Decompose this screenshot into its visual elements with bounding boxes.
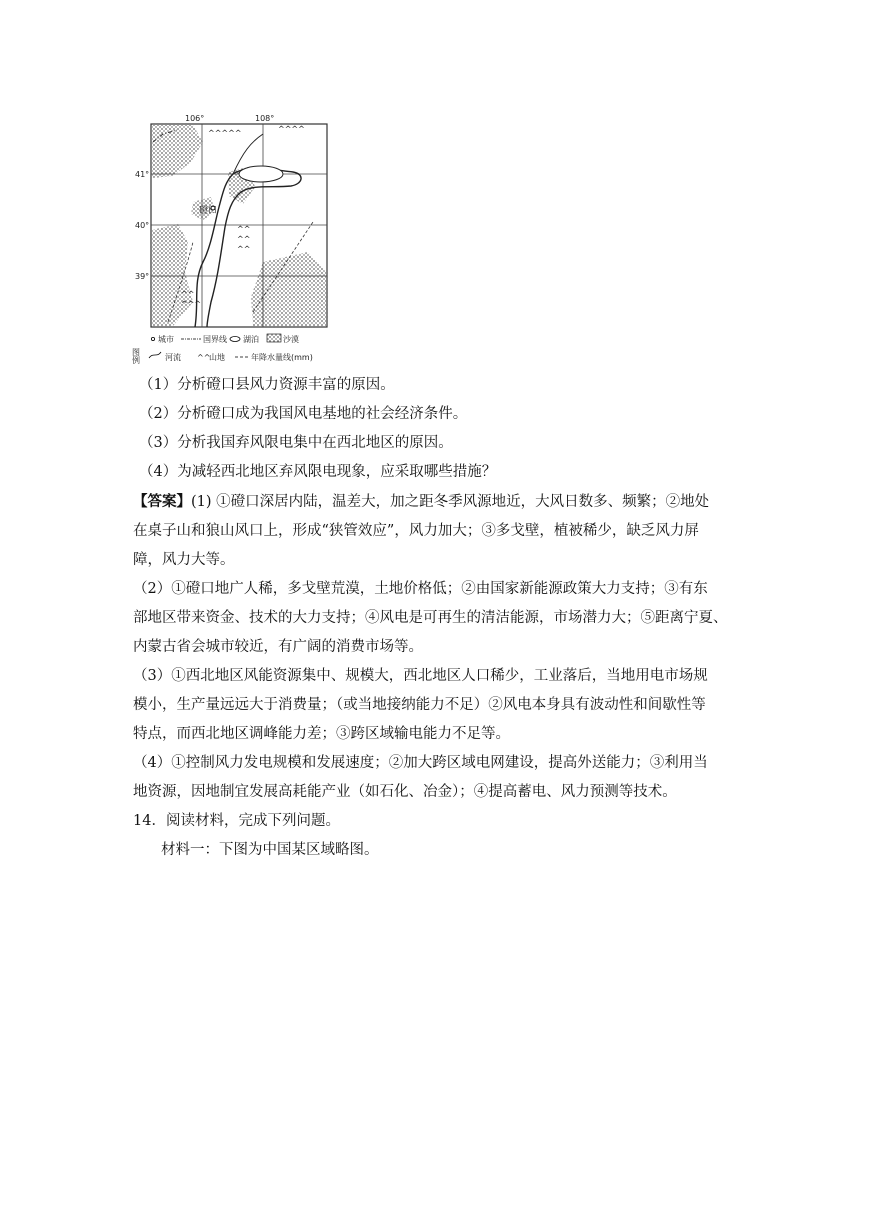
legend-item: 山地 xyxy=(209,353,225,362)
legend-item: 河流 xyxy=(165,353,181,362)
answer-2-line: 部地区带来资金、技术的大力支持；④风电是可再生的清洁能源，市场潜力大；⑤距离宁夏、 xyxy=(133,610,728,626)
region-map xyxy=(133,112,373,366)
svg-text:^^^^^: ^^^^^ xyxy=(208,129,242,138)
legend-item: 沙漠 xyxy=(283,335,299,344)
legend-item: 年降水量线(mm) xyxy=(251,353,313,362)
svg-text:^^: ^^ xyxy=(237,235,251,244)
legend-item: 国界线 xyxy=(203,335,227,344)
city-label: 磴口 xyxy=(199,206,218,216)
answer-block xyxy=(133,487,753,865)
answer-2-line: 内蒙古省会城市较近，有广阔的消费市场等。 xyxy=(133,639,423,655)
region-map-figure xyxy=(133,112,373,366)
lat-label: 40° xyxy=(135,221,150,230)
legend-item: 湖泊 xyxy=(243,335,259,344)
lon-label: 106° xyxy=(185,114,205,123)
answer-4-line: 地资源，因地制宜发展高耗能产业（如石化、冶金）；④提高蓄电、风力预测等技术。 xyxy=(133,784,677,800)
question-3: （3）分析我国弃风限电集中在西北地区的原因。 xyxy=(139,435,453,451)
map-legend xyxy=(132,334,313,364)
question-2: （2）分析磴口成为我国风电基地的社会经济条件。 xyxy=(139,406,468,422)
legend-title: 图例 xyxy=(131,348,141,364)
svg-text:^^: ^^ xyxy=(237,245,251,254)
svg-text:^^: ^^ xyxy=(181,290,195,299)
question-1: （1）分析磴口县风力资源丰富的原因。 xyxy=(139,377,395,393)
lon-label: 108° xyxy=(255,114,275,123)
answer-4-line: （4）①控制风力发电规模和发展速度；②加大跨区域电网建设，提高外送能力；③利用当 xyxy=(133,755,708,771)
svg-text:^^^: ^^^ xyxy=(181,300,202,309)
question-14-title: 14．阅读材料，完成下列问题。 xyxy=(133,813,340,829)
legend-river-icon xyxy=(149,352,161,358)
lat-label: 41° xyxy=(135,170,150,179)
legend-city-icon xyxy=(151,337,154,340)
legend-item: 城市 xyxy=(158,335,174,344)
material-1-caption: 材料一：下图为中国某区域略图。 xyxy=(161,842,379,858)
answer-3-line: （3）①西北地区风能资源集中、规模大，西北地区人口稀少，工业落后，当地用电市场规 xyxy=(133,668,708,684)
lat-label: 39° xyxy=(135,272,150,281)
questions-block xyxy=(133,371,753,487)
legend-desert-icon xyxy=(267,334,281,342)
svg-text:^^: ^^ xyxy=(237,225,251,234)
answer-1-line: 障，风力大等。 xyxy=(133,552,235,568)
svg-text:^^^^: ^^^^ xyxy=(278,125,305,134)
answer-label: 【答案】 xyxy=(133,493,191,510)
answer-1-line: 在桌子山和狼山风口上，形成“狭管效应”，风力加大；③多戈壁，植被稀少，缺乏风力屏 xyxy=(133,523,699,539)
answer-3-line: 模小，生产量远远大于消费量；（或当地接纳能力不足）②风电本身具有波动性和间歇性等 xyxy=(133,697,706,713)
legend-lake-icon xyxy=(230,337,240,342)
question-4: （4）为减轻西北地区弃风限电现象，应采取哪些措施？ xyxy=(139,464,497,480)
lake xyxy=(239,166,283,182)
legend-mountain-icon: ^^ xyxy=(197,353,211,362)
answer-2-line: （2）①磴口地广人稀，多戈壁荒漠，土地价格低；②由国家新能源政策大力支持；③有东 xyxy=(133,581,708,597)
answer-3-line: 特点，而西北地区调峰能力差；③跨区域输电能力不足等。 xyxy=(133,726,510,742)
answer-1-line: (1) ①磴口深居内陆，温差大，加之距冬季风源地近，大风日数多、频繁；②地处 xyxy=(191,494,710,510)
